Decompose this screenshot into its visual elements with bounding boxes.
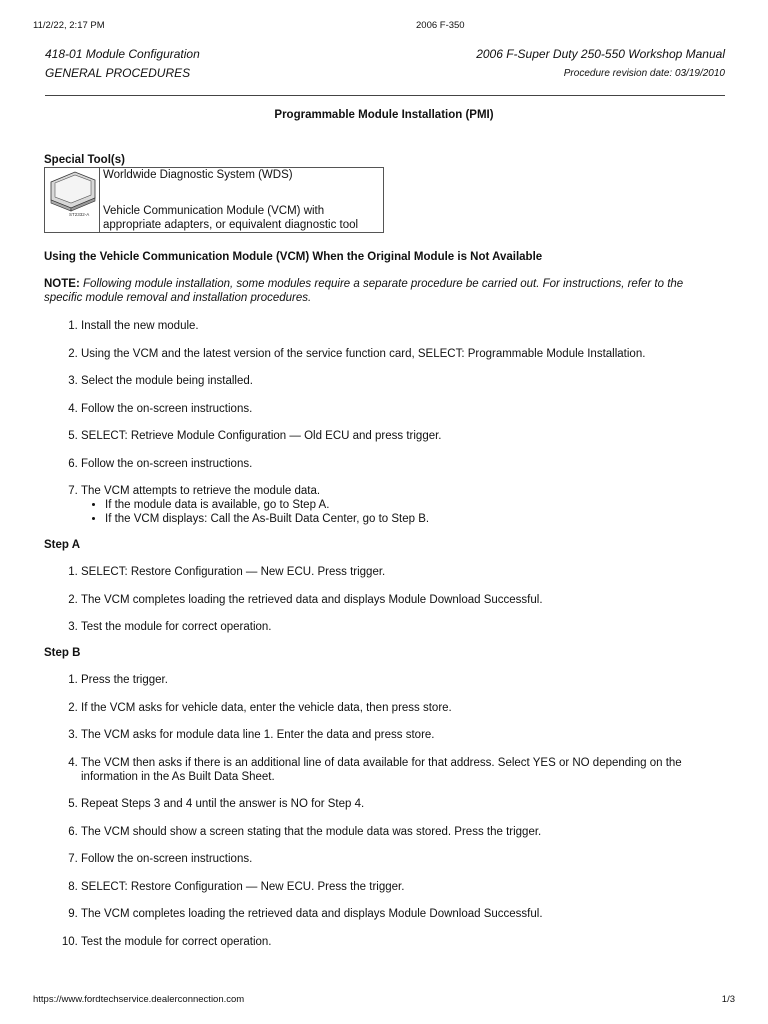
note (44, 277, 724, 305)
main-step-text: The VCM attempts to retrieve the module data. (81, 485, 321, 497)
diagnostic-tool-image (45, 168, 99, 220)
procedure-category: GENERAL PROCEDURES (45, 66, 191, 80)
tool-wds: Worldwide Diagnostic System (WDS) (103, 169, 293, 181)
note-text: Following module installation, some modules require a separate procedure be carried out. For instructions, refer to the specific module removal and installation procedures. (44, 278, 684, 304)
step-a-item: 2. The VCM completes loading the retrieved data and displays Module Download Successful. (81, 593, 724, 607)
print-header (33, 20, 735, 34)
document-header (45, 47, 725, 96)
step-b-item: 10. Test the module for correct operation. (81, 935, 724, 949)
main-step: 1. Install the new module. (81, 319, 724, 333)
step-b-list (44, 673, 724, 949)
step-b-item: 4. The VCM then asks if there is an additional line of data available for that address. Select YES or NO depending on the information in the As Built Data Sheet. (81, 756, 724, 784)
step-b-item: 7. Follow the on-screen instructions. (81, 852, 724, 866)
step-b-item: 5. Repeat Steps 3 and 4 until the answer is NO for Step 4. (81, 797, 724, 811)
revision-date: Procedure revision date: 03/19/2010 (563, 68, 725, 79)
main-procedure-steps (44, 319, 724, 526)
step-7-option-a: • If the module data is available, go to Step A. (105, 498, 724, 512)
procedure-body (44, 108, 724, 949)
step-b-item: 3. The VCM asks for module data line 1. Enter the data and press store. (81, 728, 724, 742)
tool-description-cell (100, 168, 384, 233)
main-step: 6. Follow the on-screen instructions. (81, 457, 724, 471)
main-step: 4. Follow the on-screen instructions. (81, 402, 724, 416)
note-label: NOTE: (44, 278, 80, 290)
vcm-procedure-heading: Using the Vehicle Communication Module (VCM) When the Original Module is Not Available (44, 251, 543, 263)
step-b-item: 6. The VCM should show a screen stating that the module data was stored. Press the trigger. (81, 825, 724, 839)
page-number: 1/3 (721, 994, 735, 1005)
print-datetime: 11/2/22, 2:17 PM (33, 20, 105, 31)
tool-vcm: Vehicle Communication Module (VCM) with appropriate adapters, or equivalent diagnostic tool (103, 205, 359, 231)
step-7-options (81, 498, 724, 526)
step-7-option-b: • If the VCM displays: Call the As-Built Data Center, go to Step B. (105, 512, 724, 526)
step-a-heading: Step A (44, 539, 80, 551)
special-tools-table (44, 167, 384, 233)
source-url: https://www.fordtechservice.dealerconnection.com (33, 994, 245, 1005)
section-name: 418-01 Module Configuration (45, 47, 200, 61)
main-step (81, 484, 724, 526)
main-step: 3. Select the module being installed. (81, 374, 724, 388)
print-title: 2006 F-350 (416, 20, 465, 31)
special-tools-label: Special Tool(s) (44, 154, 125, 166)
step-b-item: 1. Press the trigger. (81, 673, 724, 687)
page-title: Programmable Module Installation (PMI) (274, 109, 494, 121)
tool-image-caption: ST2332-A (69, 212, 90, 217)
step-b-item: 9. The VCM completes loading the retrieved data and displays Module Download Successful. (81, 907, 724, 921)
manual-title: 2006 F-Super Duty 250-550 Workshop Manual (476, 47, 725, 61)
main-step: 5. SELECT: Retrieve Module Configuration — Old ECU and press trigger. (81, 429, 724, 443)
step-a-list (44, 565, 724, 634)
step-a-item: 3. Test the module for correct operation. (81, 620, 724, 634)
step-b-item: 2. If the VCM asks for vehicle data, enter the vehicle data, then press store. (81, 701, 724, 715)
step-b-heading: Step B (44, 647, 81, 659)
tool-image-cell (45, 168, 100, 233)
main-step: 2. Using the VCM and the latest version of the service function card, SELECT: Programmable Module Installation. (81, 347, 724, 361)
step-b-item: 8. SELECT: Restore Configuration — New ECU. Press the trigger. (81, 880, 724, 894)
step-a-item: 1. SELECT: Restore Configuration — New ECU. Press trigger. (81, 565, 724, 579)
